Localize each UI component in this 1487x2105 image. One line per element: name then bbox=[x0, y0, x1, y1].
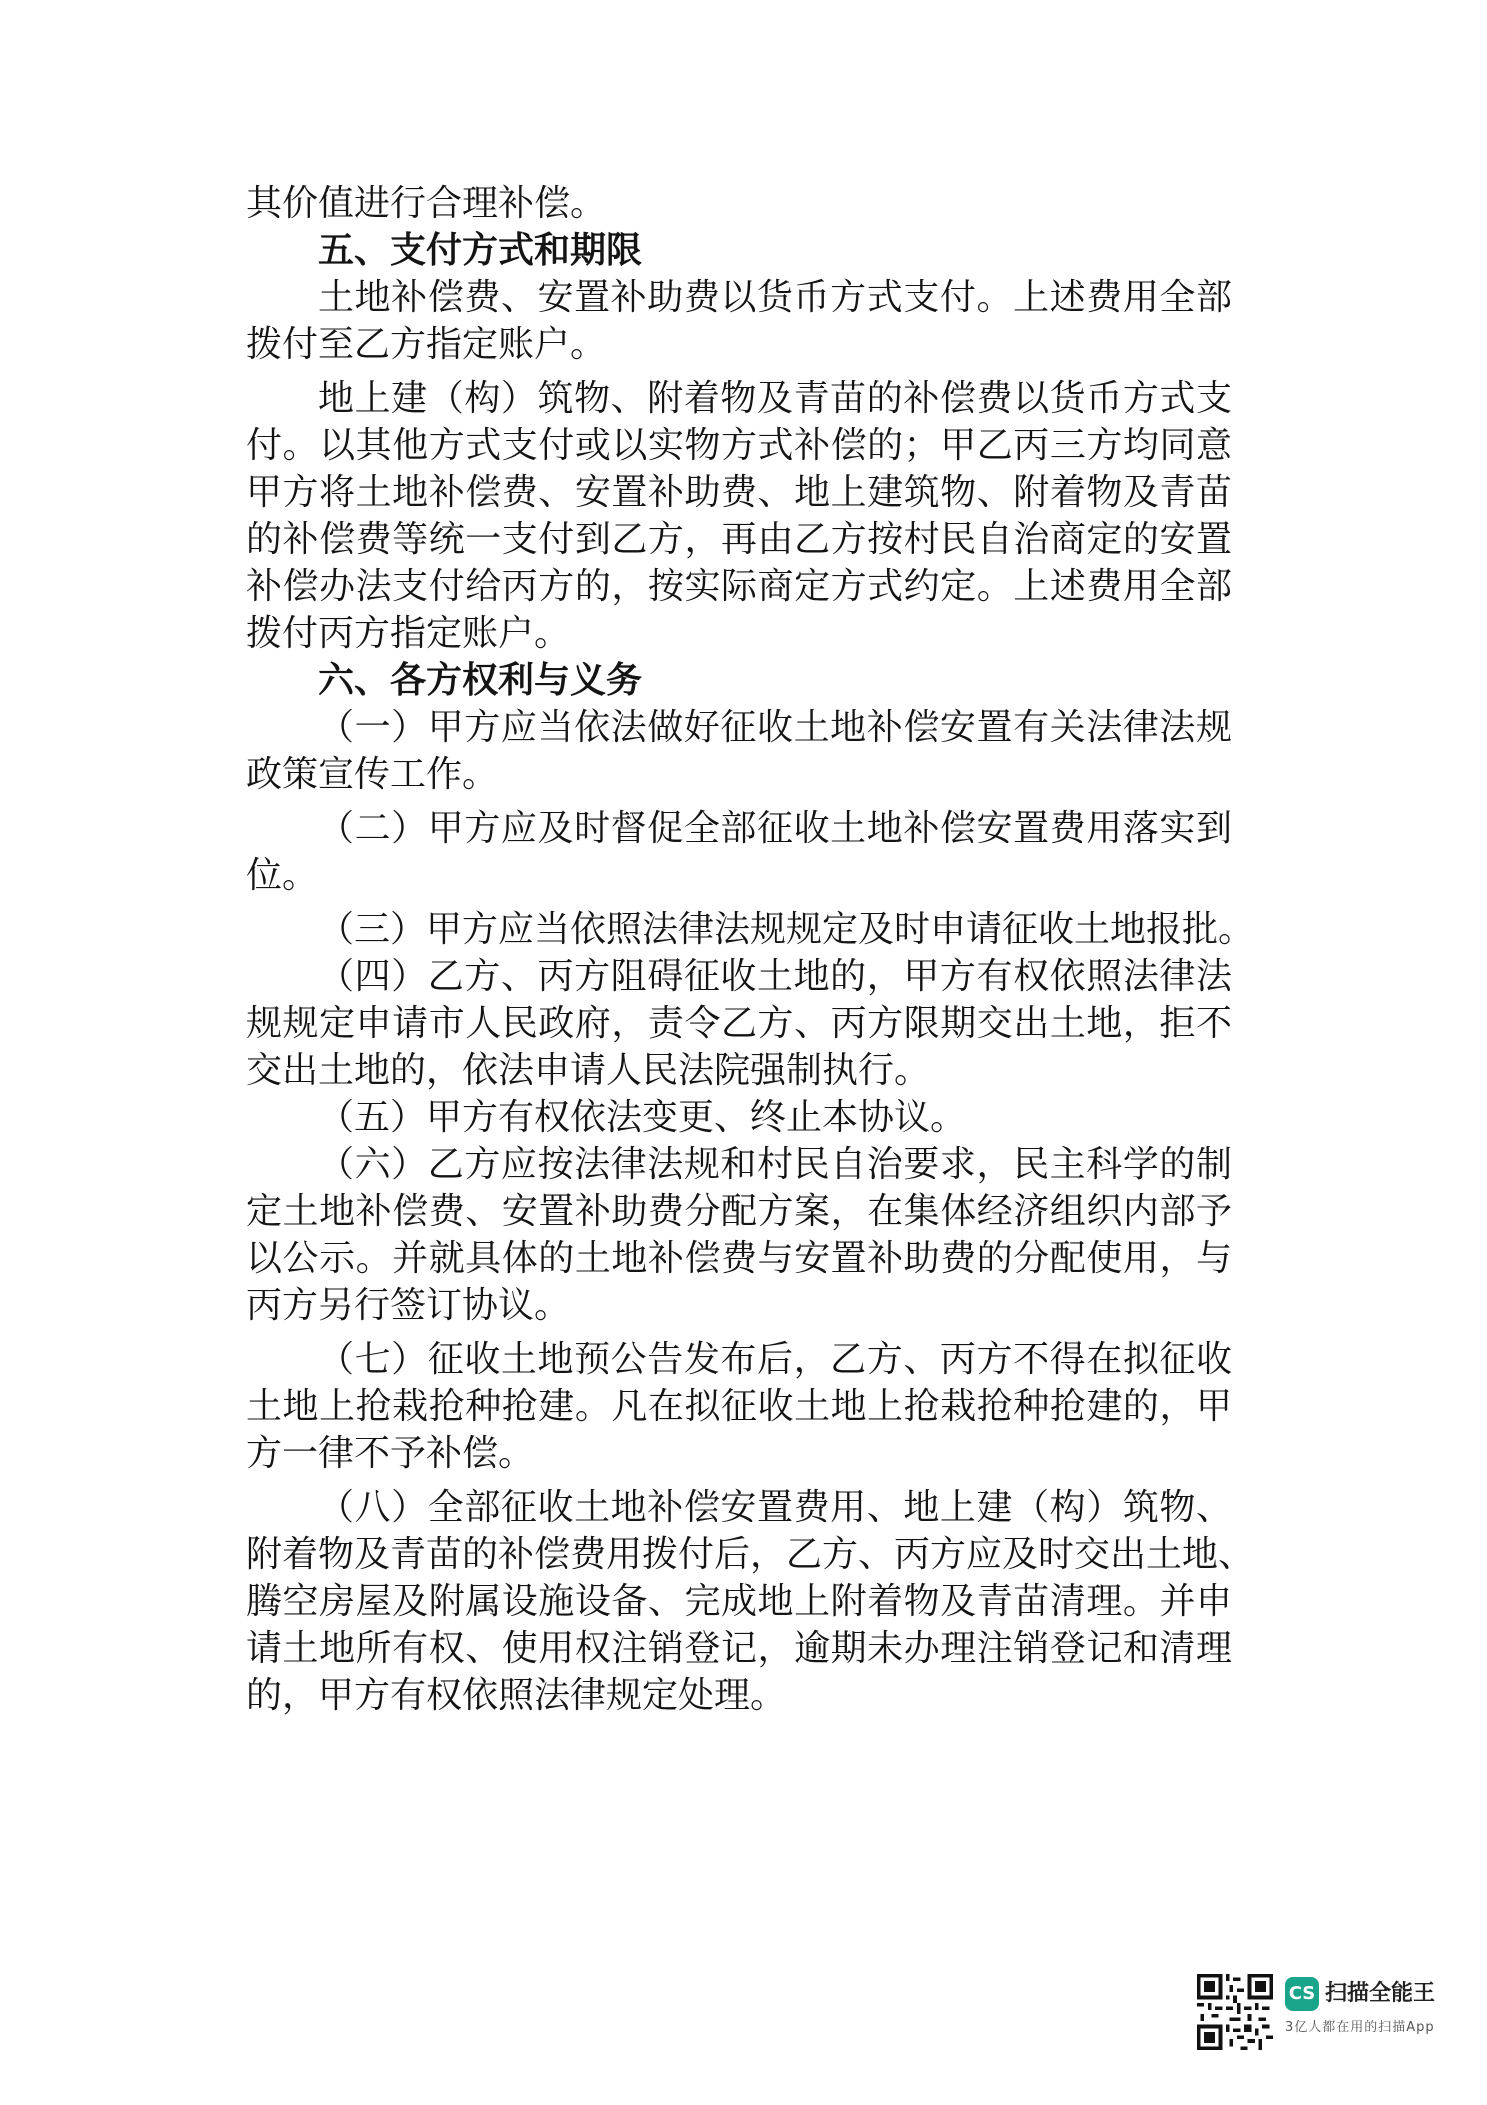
text-line: 交出土地的，依法申请人民法院强制执行。 bbox=[246, 1050, 931, 1091]
document-body bbox=[246, 180, 1255, 1719]
text-line: 甲方将土地补偿费、安置补助费、地上建筑物、附着物及青苗 bbox=[246, 472, 1232, 513]
text-line: 腾空房屋及附属设施设备、完成地上附着物及青苗清理。并申 bbox=[246, 1581, 1232, 1622]
text-line: 土地补偿费、安置补助费以货币方式支付。上述费用全部 bbox=[318, 277, 1232, 318]
text-line: （八）全部征收土地补偿安置费用、地上建（构）筑物、 bbox=[318, 1487, 1232, 1528]
text-line: （七）征收土地预公告发布后，乙方、丙方不得在拟征收 bbox=[318, 1339, 1232, 1380]
text-line: （六）乙方应按法律法规和村民自治要求，民主科学的制 bbox=[318, 1144, 1232, 1185]
qr-code-icon bbox=[1197, 1971, 1273, 2053]
text-line: 定土地补偿费、安置补助费分配方案，在集体经济组织内部予 bbox=[246, 1191, 1232, 1232]
text-line: 丙方另行签订协议。 bbox=[246, 1285, 571, 1326]
text-line: 附着物及青苗的补偿费用拨付后，乙方、丙方应及时交出土地、 bbox=[246, 1534, 1255, 1575]
scanner-watermark bbox=[1197, 1971, 1487, 2071]
section-heading: 五、支付方式和期限 bbox=[318, 230, 643, 271]
text-line: 规规定申请市人民政府，责令乙方、丙方限期交出土地，拒不 bbox=[246, 1003, 1232, 1044]
text-line: 请土地所有权、使用权注销登记，逾期未办理注销登记和清理 bbox=[246, 1628, 1232, 1669]
text-line: 付。以其他方式支付或以实物方式补偿的；甲乙丙三方均同意 bbox=[246, 425, 1232, 466]
text-line: 补偿办法支付给丙方的，按实际商定方式约定。上述费用全部 bbox=[246, 566, 1232, 607]
text-line: （五）甲方有权依法变更、终止本协议。 bbox=[318, 1097, 967, 1138]
text-line: 拨付丙方指定账户。 bbox=[246, 613, 571, 654]
text-line: （二）甲方应及时督促全部征收土地补偿安置费用落实到 bbox=[318, 808, 1232, 849]
text-line: （三）甲方应当依照法律法规规定及时申请征收土地报批。 bbox=[318, 909, 1255, 950]
text-line: 其价值进行合理补偿。 bbox=[246, 183, 607, 224]
text-line: 位。 bbox=[246, 855, 319, 896]
text-line: 政策宣传工作。 bbox=[246, 754, 499, 795]
section-heading: 六、各方权利与义务 bbox=[318, 660, 643, 701]
text-line: （四）乙方、丙方阻碍征收土地的，甲方有权依照法律法 bbox=[318, 956, 1232, 997]
text-line: 的补偿费等统一支付到乙方，再由乙方按村民自治商定的安置 bbox=[246, 519, 1232, 560]
text-line: （一）甲方应当依法做好征收土地补偿安置有关法律法规 bbox=[318, 707, 1232, 748]
text-line: 方一律不予补偿。 bbox=[246, 1433, 535, 1474]
app-tagline: 3亿人都在用的扫描App bbox=[1285, 2020, 1435, 2035]
text-line: 土地上抢栽抢种抢建。凡在拟征收土地上抢栽抢种抢建的，甲 bbox=[246, 1386, 1232, 1427]
text-line: 拨付至乙方指定账户。 bbox=[246, 324, 607, 365]
camscanner-logo-icon: CS bbox=[1285, 1977, 1319, 2011]
app-name: 扫描全能王 bbox=[1325, 1981, 1436, 2006]
text-line: 的，甲方有权依照法律规定处理。 bbox=[246, 1675, 787, 1716]
text-line: 以公示。并就具体的土地补偿费与安置补助费的分配使用，与 bbox=[246, 1238, 1232, 1279]
text-line: 地上建（构）筑物、附着物及青苗的补偿费以货币方式支 bbox=[318, 378, 1232, 419]
